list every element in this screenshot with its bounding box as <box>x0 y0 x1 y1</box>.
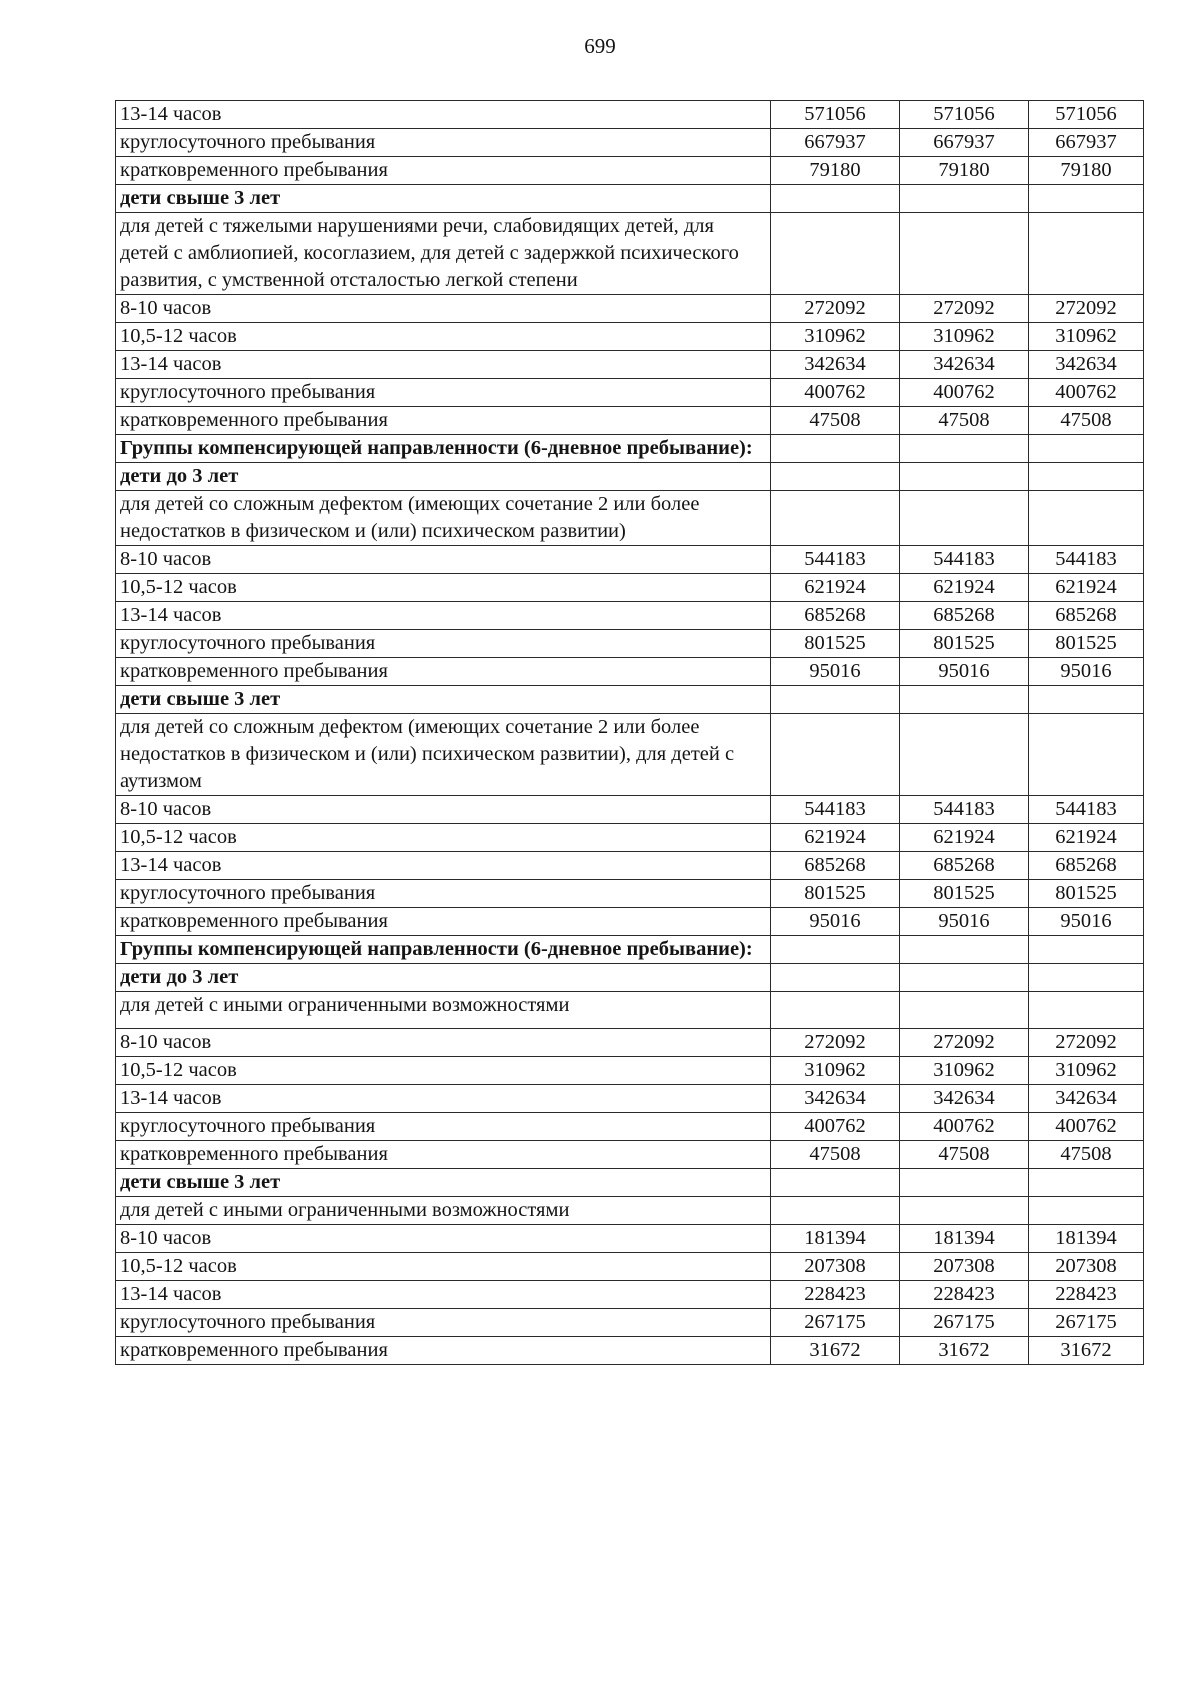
value-cell-1 <box>771 714 900 796</box>
table-row <box>116 407 1144 435</box>
row-label: круглосуточного пребывания <box>116 880 771 908</box>
value-cell-3: 31672 <box>1029 1337 1144 1365</box>
value-cell-3: 400762 <box>1029 1113 1144 1141</box>
value-cell-3: 801525 <box>1029 630 1144 658</box>
value-cell-3: 685268 <box>1029 852 1144 880</box>
table-row <box>116 908 1144 936</box>
value-cell-1: 31672 <box>771 1337 900 1365</box>
value-cell-3: 400762 <box>1029 379 1144 407</box>
value-cell-1: 621924 <box>771 574 900 602</box>
value-cell-1: 544183 <box>771 546 900 574</box>
value-cell-2: 400762 <box>900 1113 1029 1141</box>
page-number: 699 <box>584 34 616 58</box>
table-row <box>116 824 1144 852</box>
row-label: дети до 3 лет <box>116 463 771 491</box>
table-row <box>116 463 1144 491</box>
value-cell-1: 47508 <box>771 407 900 435</box>
table-row <box>116 379 1144 407</box>
table-row <box>116 852 1144 880</box>
table-row <box>116 435 1144 463</box>
value-cell-1: 310962 <box>771 1057 900 1085</box>
value-cell-3: 207308 <box>1029 1253 1144 1281</box>
value-cell-1: 95016 <box>771 908 900 936</box>
value-cell-3: 685268 <box>1029 602 1144 630</box>
value-cell-1: 47508 <box>771 1141 900 1169</box>
value-cell-3: 47508 <box>1029 407 1144 435</box>
value-cell-1 <box>771 1169 900 1197</box>
value-cell-2: 47508 <box>900 1141 1029 1169</box>
value-cell-1: 310962 <box>771 323 900 351</box>
value-cell-2 <box>900 936 1029 964</box>
value-cell-2: 272092 <box>900 295 1029 323</box>
row-label: кратковременного пребывания <box>116 407 771 435</box>
table-row <box>116 686 1144 714</box>
table-row <box>116 101 1144 129</box>
row-label: 10,5-12 часов <box>116 824 771 852</box>
value-cell-1: 667937 <box>771 129 900 157</box>
value-cell-1: 400762 <box>771 1113 900 1141</box>
value-cell-2: 31672 <box>900 1337 1029 1365</box>
table-row <box>116 880 1144 908</box>
row-label: 8-10 часов <box>116 295 771 323</box>
value-cell-3: 95016 <box>1029 908 1144 936</box>
value-cell-2: 95016 <box>900 908 1029 936</box>
value-cell-3 <box>1029 213 1144 295</box>
value-cell-1 <box>771 185 900 213</box>
row-label: круглосуточного пребывания <box>116 630 771 658</box>
row-label: 13-14 часов <box>116 1085 771 1113</box>
value-cell-2: 342634 <box>900 351 1029 379</box>
value-cell-1: 544183 <box>771 796 900 824</box>
table-row <box>116 658 1144 686</box>
table-row <box>116 546 1144 574</box>
value-cell-2: 310962 <box>900 1057 1029 1085</box>
value-cell-2: 228423 <box>900 1281 1029 1309</box>
value-cell-3 <box>1029 1169 1144 1197</box>
value-cell-1 <box>771 964 900 992</box>
value-cell-1: 79180 <box>771 157 900 185</box>
table-row <box>116 1169 1144 1197</box>
value-cell-3: 621924 <box>1029 574 1144 602</box>
value-cell-3: 571056 <box>1029 101 1144 129</box>
row-label: 8-10 часов <box>116 796 771 824</box>
value-cell-2: 207308 <box>900 1253 1029 1281</box>
value-cell-2: 621924 <box>900 574 1029 602</box>
value-cell-1 <box>771 491 900 546</box>
row-label: круглосуточного пребывания <box>116 129 771 157</box>
value-cell-2: 685268 <box>900 602 1029 630</box>
value-cell-1 <box>771 435 900 463</box>
value-cell-1: 342634 <box>771 1085 900 1113</box>
value-cell-3: 272092 <box>1029 1029 1144 1057</box>
value-cell-2 <box>900 463 1029 491</box>
value-cell-3 <box>1029 1197 1144 1225</box>
value-cell-1: 342634 <box>771 351 900 379</box>
value-cell-1: 207308 <box>771 1253 900 1281</box>
row-label: 13-14 часов <box>116 101 771 129</box>
table-row <box>116 1225 1144 1253</box>
value-cell-3 <box>1029 463 1144 491</box>
value-cell-3 <box>1029 686 1144 714</box>
value-cell-3 <box>1029 491 1144 546</box>
value-cell-2: 47508 <box>900 407 1029 435</box>
row-label: кратковременного пребывания <box>116 658 771 686</box>
value-cell-3: 267175 <box>1029 1309 1144 1337</box>
value-cell-2: 272092 <box>900 1029 1029 1057</box>
value-cell-1: 181394 <box>771 1225 900 1253</box>
value-cell-2 <box>900 435 1029 463</box>
table-row <box>116 602 1144 630</box>
value-cell-3: 47508 <box>1029 1141 1144 1169</box>
table-row <box>116 1337 1144 1365</box>
value-cell-3 <box>1029 714 1144 796</box>
value-cell-1: 685268 <box>771 602 900 630</box>
value-cell-3: 667937 <box>1029 129 1144 157</box>
row-label: дети свыше 3 лет <box>116 686 771 714</box>
row-label: 13-14 часов <box>116 852 771 880</box>
row-label: Группы компенсирующей направленности (6-дневное пребывание): <box>116 936 771 964</box>
value-cell-1: 272092 <box>771 295 900 323</box>
row-label: 8-10 часов <box>116 1225 771 1253</box>
value-cell-2 <box>900 491 1029 546</box>
row-label: для детей с тяжелыми нарушениями речи, слабовидящих детей, для детей с амблиопией, косоглазием, для детей с задержкой психического развития, с умственной отсталостью легкой степени <box>116 213 771 295</box>
table-row <box>116 213 1144 295</box>
row-label: 13-14 часов <box>116 351 771 379</box>
row-label: кратковременного пребывания <box>116 157 771 185</box>
row-label: круглосуточного пребывания <box>116 1309 771 1337</box>
value-cell-1: 272092 <box>771 1029 900 1057</box>
row-label: 10,5-12 часов <box>116 574 771 602</box>
table-row <box>116 1141 1144 1169</box>
table-row <box>116 491 1144 546</box>
value-cell-2: 544183 <box>900 546 1029 574</box>
value-cell-3: 95016 <box>1029 658 1144 686</box>
row-label: 8-10 часов <box>116 1029 771 1057</box>
table-row <box>116 323 1144 351</box>
value-cell-1: 400762 <box>771 379 900 407</box>
table-row <box>116 936 1144 964</box>
value-cell-3 <box>1029 435 1144 463</box>
row-label: круглосуточного пребывания <box>116 379 771 407</box>
value-cell-2: 342634 <box>900 1085 1029 1113</box>
row-label: 10,5-12 часов <box>116 1057 771 1085</box>
row-label: кратковременного пребывания <box>116 908 771 936</box>
table-row <box>116 796 1144 824</box>
table-row <box>116 574 1144 602</box>
table-row <box>116 1253 1144 1281</box>
value-cell-3 <box>1029 964 1144 992</box>
row-label: 10,5-12 часов <box>116 1253 771 1281</box>
table-row <box>116 185 1144 213</box>
value-cell-3: 79180 <box>1029 157 1144 185</box>
value-cell-2: 571056 <box>900 101 1029 129</box>
value-cell-2: 95016 <box>900 658 1029 686</box>
value-cell-2: 400762 <box>900 379 1029 407</box>
value-cell-2 <box>900 964 1029 992</box>
row-label: дети до 3 лет <box>116 964 771 992</box>
table-row <box>116 1309 1144 1337</box>
value-cell-2: 181394 <box>900 1225 1029 1253</box>
row-label: кратковременного пребывания <box>116 1141 771 1169</box>
table-row <box>116 1113 1144 1141</box>
value-cell-1: 621924 <box>771 824 900 852</box>
value-cell-3: 801525 <box>1029 880 1144 908</box>
row-label: для детей со сложным дефектом (имеющих сочетание 2 или более недостатков в физическом и (или) психическом развитии), для детей с аутизмом <box>116 714 771 796</box>
table-row <box>116 630 1144 658</box>
value-cell-1: 228423 <box>771 1281 900 1309</box>
value-cell-3: 342634 <box>1029 1085 1144 1113</box>
value-cell-2: 621924 <box>900 824 1029 852</box>
table-row <box>116 295 1144 323</box>
value-cell-1: 267175 <box>771 1309 900 1337</box>
value-cell-1 <box>771 686 900 714</box>
value-cell-3 <box>1029 936 1144 964</box>
value-cell-3: 310962 <box>1029 1057 1144 1085</box>
value-cell-3 <box>1029 992 1144 1029</box>
value-cell-1: 801525 <box>771 630 900 658</box>
row-label: 8-10 часов <box>116 546 771 574</box>
table-row <box>116 1197 1144 1225</box>
table-row <box>116 351 1144 379</box>
value-cell-2 <box>900 992 1029 1029</box>
table-row <box>116 964 1144 992</box>
value-cell-1 <box>771 1197 900 1225</box>
value-cell-3: 342634 <box>1029 351 1144 379</box>
value-cell-1 <box>771 463 900 491</box>
row-label: кратковременного пребывания <box>116 1337 771 1365</box>
value-cell-2 <box>900 213 1029 295</box>
value-cell-2 <box>900 1197 1029 1225</box>
value-cell-1 <box>771 213 900 295</box>
value-cell-2: 79180 <box>900 157 1029 185</box>
row-label: для детей со сложным дефектом (имеющих сочетание 2 или более недостатков в физическом и (или) психическом развитии) <box>116 491 771 546</box>
table-row <box>116 1057 1144 1085</box>
table-row <box>116 714 1144 796</box>
value-cell-2: 544183 <box>900 796 1029 824</box>
table-row <box>116 1281 1144 1309</box>
value-cell-3: 544183 <box>1029 546 1144 574</box>
row-label: дети свыше 3 лет <box>116 1169 771 1197</box>
value-cell-1 <box>771 992 900 1029</box>
table-row <box>116 992 1144 1029</box>
value-cell-3: 181394 <box>1029 1225 1144 1253</box>
value-cell-2: 267175 <box>900 1309 1029 1337</box>
row-label: 13-14 часов <box>116 1281 771 1309</box>
row-label: 10,5-12 часов <box>116 323 771 351</box>
value-cell-1 <box>771 936 900 964</box>
value-cell-2: 801525 <box>900 630 1029 658</box>
value-cell-1: 685268 <box>771 852 900 880</box>
value-cell-1: 801525 <box>771 880 900 908</box>
row-label: для детей с иными ограниченными возможностями <box>116 1197 771 1225</box>
value-cell-3 <box>1029 185 1144 213</box>
row-label: для детей с иными ограниченными возможностями <box>116 992 771 1029</box>
value-cell-2 <box>900 185 1029 213</box>
tariff-table <box>115 100 1144 1365</box>
value-cell-3: 544183 <box>1029 796 1144 824</box>
table-row <box>116 129 1144 157</box>
row-label: дети свыше 3 лет <box>116 185 771 213</box>
value-cell-3: 272092 <box>1029 295 1144 323</box>
value-cell-2: 310962 <box>900 323 1029 351</box>
row-label: круглосуточного пребывания <box>116 1113 771 1141</box>
table-row <box>116 157 1144 185</box>
table-row <box>116 1085 1144 1113</box>
value-cell-2 <box>900 686 1029 714</box>
value-cell-3: 228423 <box>1029 1281 1144 1309</box>
row-label: Группы компенсирующей направленности (6-дневное пребывание): <box>116 435 771 463</box>
value-cell-2: 801525 <box>900 880 1029 908</box>
value-cell-1: 95016 <box>771 658 900 686</box>
value-cell-2 <box>900 1169 1029 1197</box>
value-cell-3: 621924 <box>1029 824 1144 852</box>
table-row <box>116 1029 1144 1057</box>
value-cell-2: 685268 <box>900 852 1029 880</box>
table-body <box>116 101 1144 1365</box>
row-label: 13-14 часов <box>116 602 771 630</box>
value-cell-1: 571056 <box>771 101 900 129</box>
value-cell-2: 667937 <box>900 129 1029 157</box>
value-cell-3: 310962 <box>1029 323 1144 351</box>
value-cell-2 <box>900 714 1029 796</box>
